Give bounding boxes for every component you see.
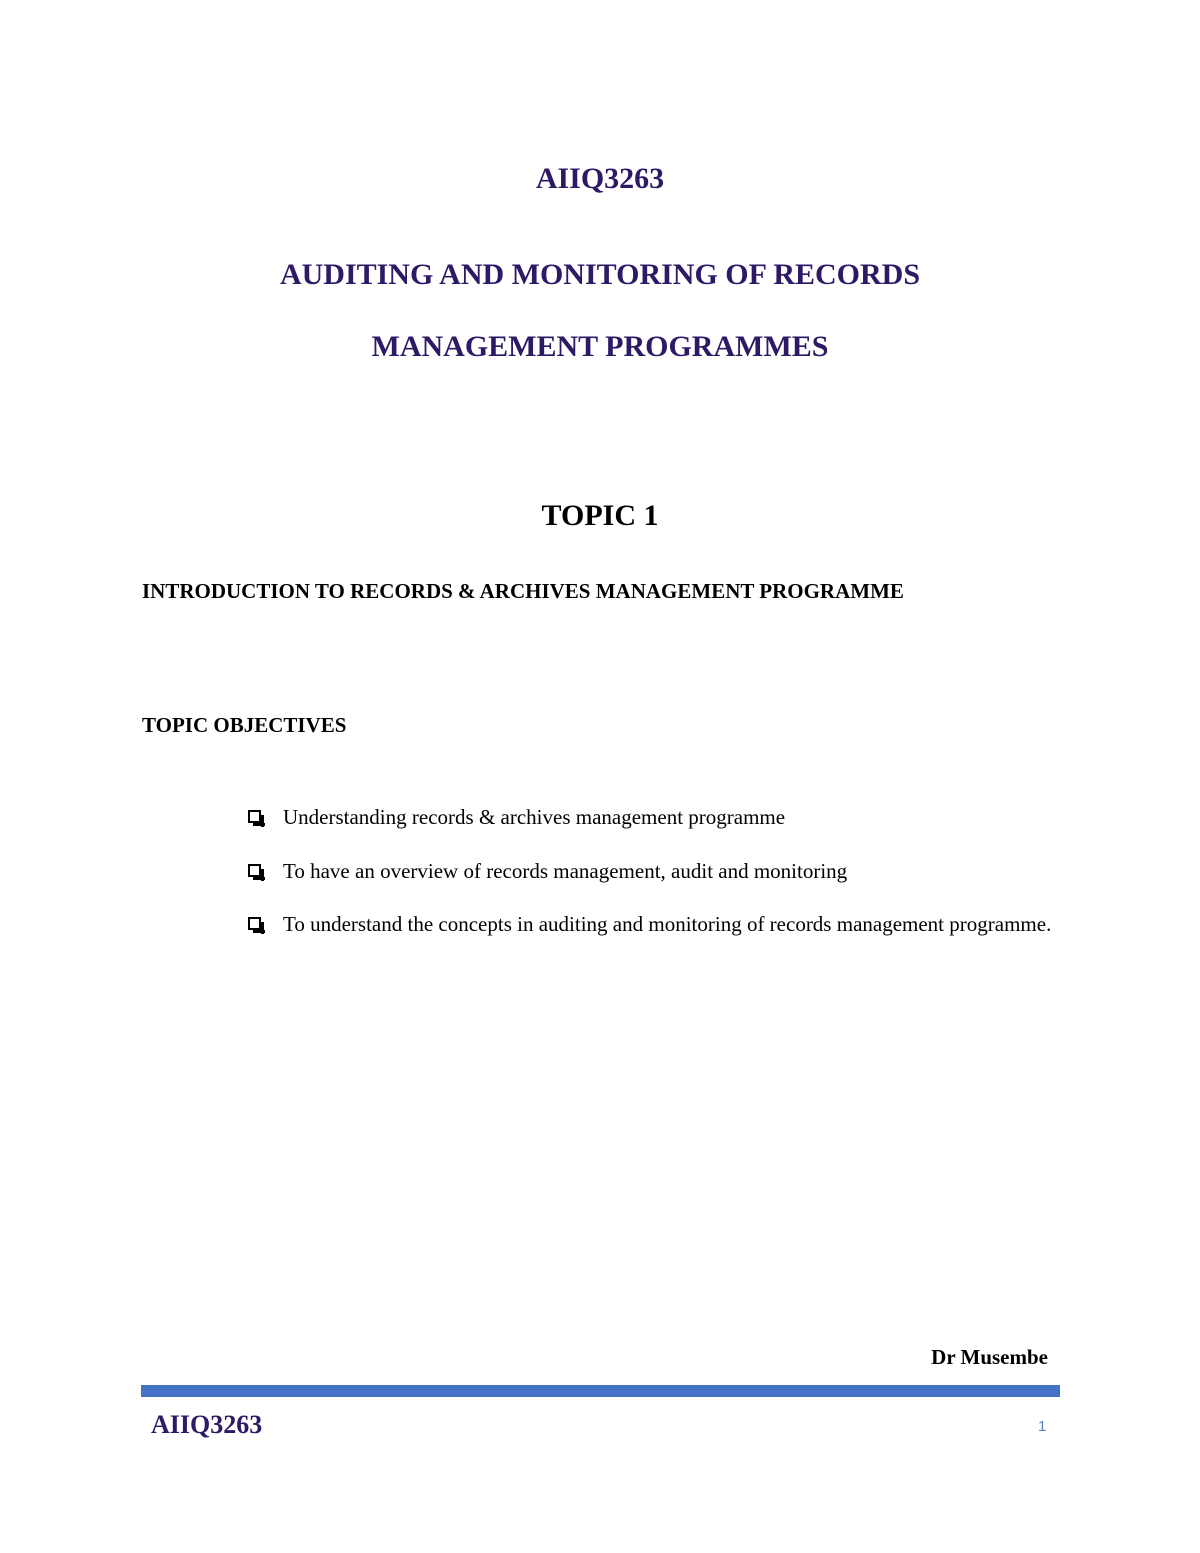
author-name: Dr Musembe: [931, 1345, 1048, 1369]
topic-heading: INTRODUCTION TO RECORDS & ARCHIVES MANAGEMENT PROGRAMME: [142, 579, 904, 603]
footer-divider: [141, 1385, 1060, 1397]
objectives-heading: TOPIC OBJECTIVES: [142, 713, 347, 737]
checkbox-square-icon: [248, 810, 261, 823]
objective-item: [248, 789, 1060, 845]
checkbox-square-icon: [248, 917, 261, 930]
topic-number: TOPIC 1: [541, 499, 659, 532]
objective-item: [248, 896, 1060, 952]
objective-item: [248, 843, 1060, 899]
course-title-line-2: MANAGEMENT PROGRAMMES: [371, 330, 829, 363]
course-title-line-1: AUDITING AND MONITORING OF RECORDS: [279, 258, 921, 291]
page-number: 1: [1038, 1418, 1047, 1435]
objective-text: To have an overview of records management, audit and monitoring: [283, 859, 848, 883]
footer-course-code: AIIQ3263: [151, 1410, 263, 1439]
objective-text: To understand the concepts in auditing and monitoring of records management programme.: [283, 912, 1052, 936]
objective-text: Understanding records & archives management programme: [283, 805, 786, 829]
course-code-title: AIIQ3263: [535, 162, 665, 195]
checkbox-square-icon: [248, 864, 261, 877]
